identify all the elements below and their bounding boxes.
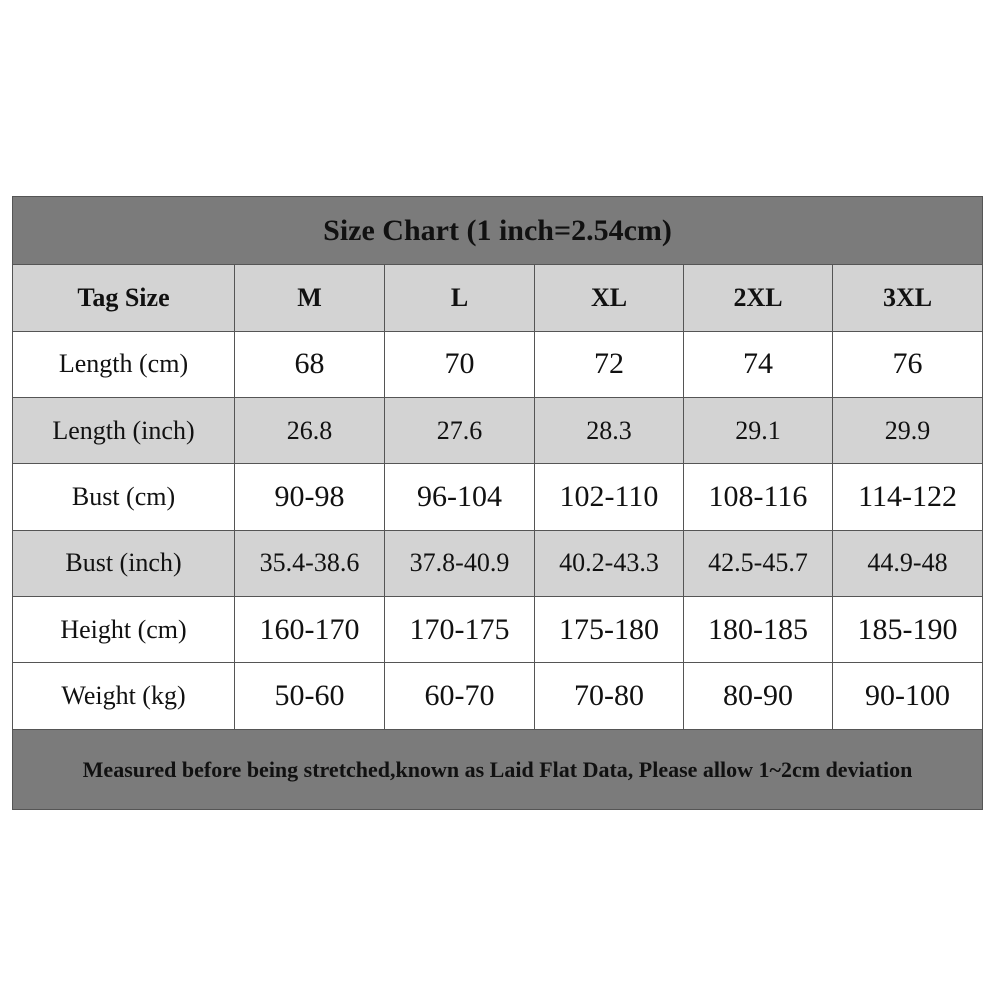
table-cell: 27.6 xyxy=(385,397,535,463)
row-label: Weight (kg) xyxy=(13,663,235,729)
table-cell: 102-110 xyxy=(535,464,684,530)
table-cell: 26.8 xyxy=(235,397,385,463)
table-row-bust-cm xyxy=(13,464,983,530)
table-row-length-cm xyxy=(13,331,983,397)
table-cell: 74 xyxy=(684,331,833,397)
table-cell: 114-122 xyxy=(833,464,983,530)
table-cell: 44.9-48 xyxy=(833,530,983,596)
header-row xyxy=(13,265,983,331)
table-cell: 29.9 xyxy=(833,397,983,463)
size-header-3xl: 3XL xyxy=(833,265,983,331)
table-cell: 80-90 xyxy=(684,663,833,729)
table-cell: 42.5-45.7 xyxy=(684,530,833,596)
row-label: Height (cm) xyxy=(13,596,235,662)
table-cell: 96-104 xyxy=(385,464,535,530)
table-cell: 60-70 xyxy=(385,663,535,729)
size-header-2xl: 2XL xyxy=(684,265,833,331)
table-row-height-cm xyxy=(13,596,983,662)
table-row-bust-inch xyxy=(13,530,983,596)
row-label: Length (cm) xyxy=(13,331,235,397)
note-row xyxy=(13,729,983,809)
table-row-length-inch xyxy=(13,397,983,463)
table-cell: 90-98 xyxy=(235,464,385,530)
table-cell: 185-190 xyxy=(833,596,983,662)
row-label: Length (inch) xyxy=(13,397,235,463)
table-cell: 29.1 xyxy=(684,397,833,463)
table-cell: 175-180 xyxy=(535,596,684,662)
size-header-xl: XL xyxy=(535,265,684,331)
chart-title: Size Chart (1 inch=2.54cm) xyxy=(13,197,983,265)
table-cell: 76 xyxy=(833,331,983,397)
table-cell: 180-185 xyxy=(684,596,833,662)
table-cell: 37.8-40.9 xyxy=(385,530,535,596)
table-cell: 40.2-43.3 xyxy=(535,530,684,596)
title-row xyxy=(13,197,983,265)
table-cell: 72 xyxy=(535,331,684,397)
size-header-l: L xyxy=(385,265,535,331)
table-cell: 108-116 xyxy=(684,464,833,530)
table-cell: 70-80 xyxy=(535,663,684,729)
table-row-weight-kg xyxy=(13,663,983,729)
size-chart-table xyxy=(12,196,983,810)
row-label: Bust (cm) xyxy=(13,464,235,530)
table-cell: 170-175 xyxy=(385,596,535,662)
table-cell: 28.3 xyxy=(535,397,684,463)
table-cell: 50-60 xyxy=(235,663,385,729)
measurement-note: Measured before being stretched,known as Laid Flat Data, Please allow 1~2cm deviation xyxy=(13,729,983,809)
tag-size-label: Tag Size xyxy=(13,265,235,331)
size-header-m: M xyxy=(235,265,385,331)
table-cell: 35.4-38.6 xyxy=(235,530,385,596)
table-cell: 90-100 xyxy=(833,663,983,729)
table-cell: 68 xyxy=(235,331,385,397)
table-cell: 160-170 xyxy=(235,596,385,662)
table-cell: 70 xyxy=(385,331,535,397)
row-label: Bust (inch) xyxy=(13,530,235,596)
